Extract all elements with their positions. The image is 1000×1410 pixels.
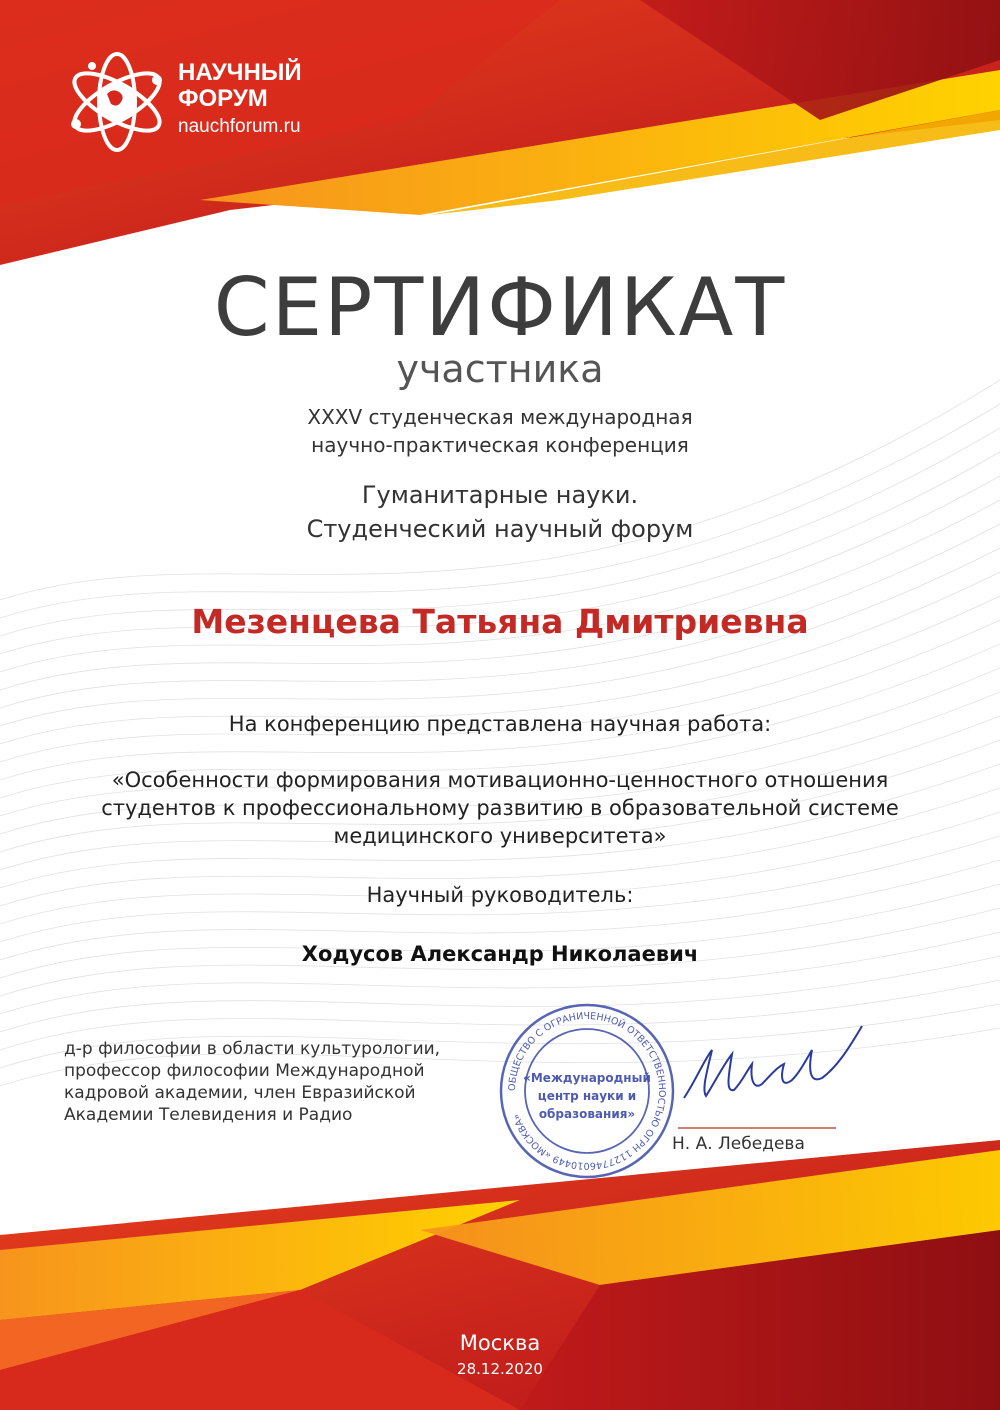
- issue-date: 28.12.2020: [457, 1360, 543, 1378]
- section-line-2: Студенческий научный форум: [306, 515, 694, 543]
- logo-site-link[interactable]: nauchforum.ru: [178, 116, 301, 137]
- conference-line-1: XXXV студенческая международная: [307, 405, 693, 429]
- supervisor-credentials: д-р философии в области культурологии, профессор философии Международной кадровой академии, член Евразийской Академии Телевидения и Радио: [64, 1039, 441, 1125]
- work-title-line-1: «Особенности формирования мотивационно-ценностного отношения: [111, 768, 889, 792]
- participant-name: Мезенцева Татьяна Дмитриевна: [191, 602, 809, 641]
- stamp-inner-line-1: «Международный: [523, 1071, 651, 1085]
- work-title-line-2: студентов к профессиональному развитию в образовательной системе: [101, 796, 899, 820]
- section-line-1: Гуманитарные науки.: [361, 481, 639, 509]
- stamp-outer-text: ОБЩЕСТВО С ОГРАНИЧЕННОЙ ОТВЕТСТВЕННОСТЬЮ ОГРН 1127746010449 «МОСКВА»: [506, 1010, 668, 1172]
- certificate-title: СЕРТИФИКАТ: [213, 261, 787, 354]
- section-name: [0, 478, 1000, 546]
- supervisor-name: Ходусов Александр Николаевич: [301, 942, 699, 966]
- city: Москва: [459, 1331, 541, 1355]
- conference-line-2: научно-практическая конференция: [311, 433, 689, 457]
- work-title-line-3: медицинского университета»: [333, 824, 667, 848]
- organization-stamp-icon: [498, 1002, 676, 1180]
- signature-icon: [676, 1020, 866, 1130]
- logo-title-line2: ФОРУМ: [178, 85, 268, 112]
- certificate-subtitle: участника: [396, 347, 604, 391]
- logo-title-line1: НАУЧНЫЙ: [178, 59, 302, 86]
- supervisor-label: Научный руководитель:: [366, 883, 634, 907]
- work-intro: На конференцию представлена научная работа:: [228, 712, 772, 736]
- stamp-inner-line-2: центр науки и: [537, 1089, 637, 1103]
- wave-line: [0, 620, 1000, 780]
- stamp-inner-line-3: образования»: [538, 1107, 636, 1121]
- work-title: [40, 766, 960, 850]
- signer-name: Н. А. Лебедева: [672, 1134, 805, 1154]
- conference-name: [0, 403, 1000, 459]
- atom-globe-logo-icon: [62, 52, 172, 152]
